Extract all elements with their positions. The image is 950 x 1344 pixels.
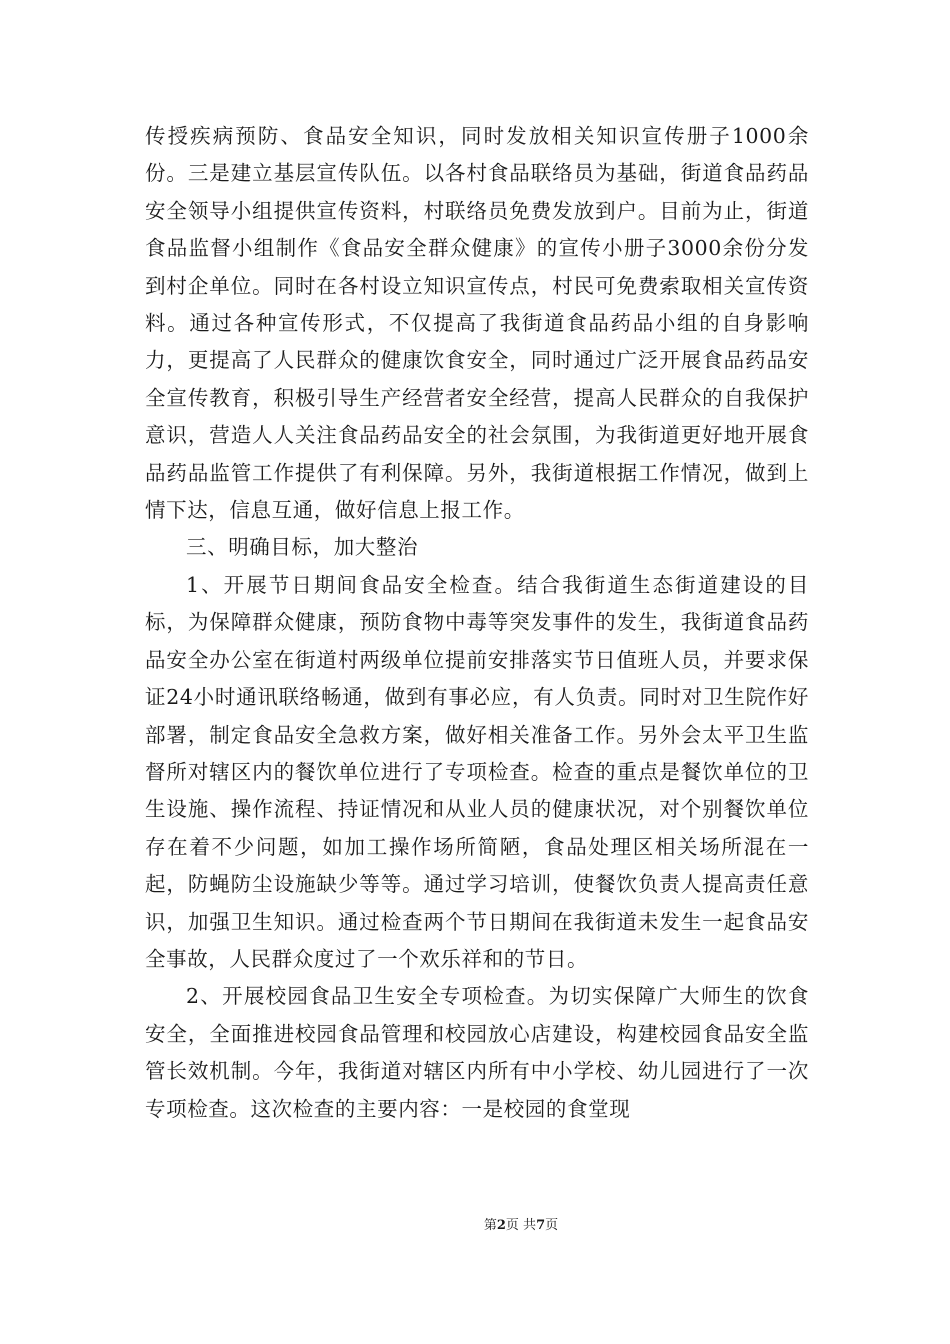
footer-prefix: 第	[483, 1218, 497, 1233]
section-heading: 三、明确目标，加大整治	[186, 535, 419, 560]
current-page-number: 2	[496, 1218, 506, 1233]
footer-suffix: 页	[545, 1218, 559, 1233]
paragraph-item-1: 1、开展节日期间食品安全检查。结合我街道生态街道建设的目标，为保障群众健康，预防食物中毒等突发事件的发生，我街道食品药品安全办公室在街道村两级单位提前安排落实节日值班人员，并要求保证24小时通讯联络畅通，做到有事必应，有人负责。同时对卫生院作好部署，制定食品安全急救方案，做好相关准备工作。另外会太平卫生监督所对辖区内的餐饮单位进行了专项检查。检查的重点是餐饮单位的卫生设施、操作流程、持证情况和从业人员的健康状况，对个别餐饮单位存在着不少问题，如加工操作场所简陋，食品处理区相关场所混在一起，防蝇防尘设施缺少等等。通过学习培训，使餐饮负责人提高责任意识，加强卫生知识。通过检查两个节日期间在我街道未发生一起食品安全事故，人民群众度过了一个欢乐祥和的节日。	[145, 572, 809, 971]
footer-middle: 页 共	[505, 1218, 537, 1233]
paragraph-item-2: 2、开展校园食品卫生安全专项检查。为切实保障广大师生的饮食安全，全面推进校园食品管理和校园放心店建设，构建校园食品安全监管长效机制。今年，我街道对辖区内所有中小学校、幼儿园进行了一次专项检查。这次检查的主要内容：一是校园的食堂现	[145, 984, 809, 1121]
paragraph-continuation: 传授疾病预防、食品安全知识，同时发放相关知识宣传册子1000余份。三是建立基层宣传队伍。以各村食品联络员为基础，街道食品药品安全领导小组提供宣传资料，村联络员免费发放到户。目前为止，街道食品监督小组制作《食品安全群众健康》的宣传小册子3000余份分发到村企单位。同时在各村设立知识宣传点，村民可免费索取相关宣传资料。通过各种宣传形式，不仅提高了我街道食品药品小组的自身影响力，更提高了人民群众的健康饮食安全，同时通过广泛开展食品药品安全宣传教育，积极引导生产经营者安全经营，提高人民群众的自我保护意识，营造人人关注食品药品安全的社会氛围，为我街道更好地开展食品药品监管工作提供了有利保障。另外，我街道根据工作情况，做到上情下达，信息互通，做好信息上报工作。	[145, 124, 809, 523]
page-body	[145, 118, 809, 1128]
total-pages-number: 7	[536, 1218, 546, 1233]
page-footer	[0, 1217, 950, 1235]
